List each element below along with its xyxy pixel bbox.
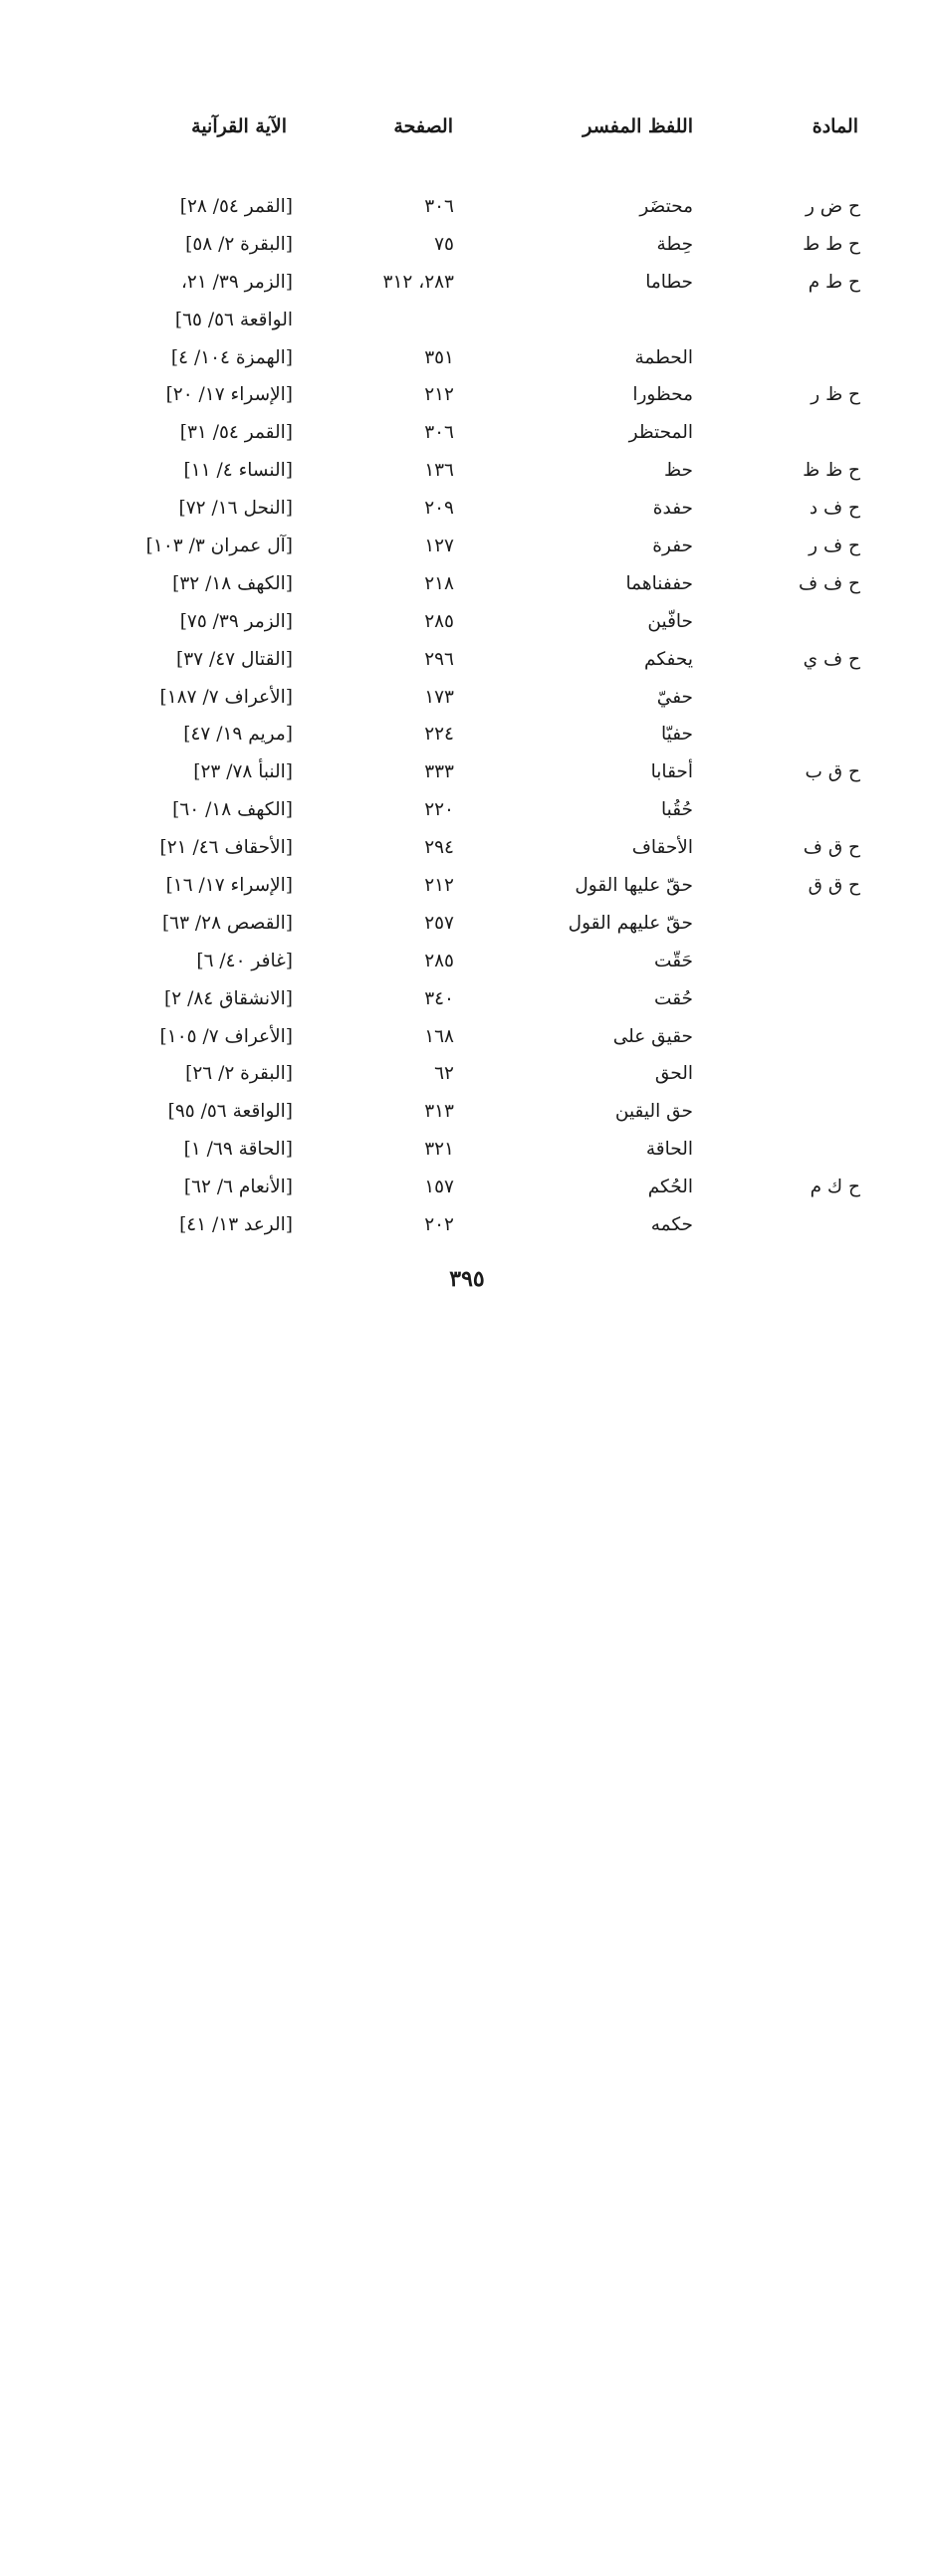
cell-word: حطاما bbox=[645, 271, 693, 293]
page-number: ٣٩٥ bbox=[449, 1266, 485, 1292]
cell-page: ٢٩٤ bbox=[424, 837, 454, 859]
cell-verse: [البقرة ٢/ ٥٨] bbox=[185, 233, 293, 255]
cell-verse: [القتال ٤٧/ ٣٧] bbox=[176, 648, 293, 670]
cell-word: حفدة bbox=[652, 498, 693, 520]
cell-root: ح ط م bbox=[808, 271, 860, 293]
cell-word: الحاقة bbox=[645, 1139, 693, 1161]
cell-verse: [الزمر ٣٩/ ٢١، bbox=[180, 271, 293, 293]
cell-page: ٦٢ bbox=[434, 1063, 454, 1085]
table-row bbox=[0, 531, 934, 568]
index-table bbox=[0, 191, 934, 1247]
cell-word: حفيّ bbox=[656, 686, 693, 708]
cell-page: ٢١٨ bbox=[424, 572, 454, 594]
cell-verse: [الإسراء ١٧/ ١٦] bbox=[165, 875, 293, 897]
cell-page: ٢١٢ bbox=[424, 875, 454, 897]
cell-page: ٢٨٥ bbox=[424, 610, 454, 632]
cell-word: الحق bbox=[654, 1063, 693, 1085]
cell-page: ٢٨٥ bbox=[424, 950, 454, 971]
cell-verse: [الانشقاق ٨٤/ ٢] bbox=[164, 987, 293, 1009]
cell-verse: [غافر ٤٠/ ٦] bbox=[196, 950, 293, 971]
cell-page: ٢٠٢ bbox=[424, 1214, 454, 1236]
table-row bbox=[0, 1209, 934, 1247]
cell-verse: [القمر ٥٤/ ٣١] bbox=[179, 422, 293, 444]
header-page: الصفحة bbox=[393, 115, 453, 137]
table-row bbox=[0, 832, 934, 870]
table-row bbox=[0, 682, 934, 720]
table-row bbox=[0, 267, 934, 305]
table-row bbox=[0, 342, 934, 380]
cell-verse: [القصص ٢٨/ ٦٣] bbox=[161, 912, 293, 934]
cell-page: ٢٩٦ bbox=[424, 648, 454, 670]
cell-root: ح ظ ظ bbox=[803, 460, 860, 482]
cell-word: محظورا bbox=[632, 384, 693, 406]
cell-page: ٢١٢ bbox=[424, 384, 454, 406]
cell-word: الحُكم bbox=[647, 1177, 693, 1198]
header-word: اللفظ المفسر bbox=[583, 115, 693, 137]
cell-word: حافّين bbox=[647, 610, 693, 632]
cell-page: ٢٥٧ bbox=[424, 912, 454, 934]
table-row bbox=[0, 870, 934, 908]
cell-root: ح ط ط bbox=[803, 233, 860, 255]
cell-verse: [الرعد ١٣/ ٤١] bbox=[179, 1214, 293, 1236]
cell-verse: [الكهف ١٨/ ٦٠] bbox=[172, 799, 293, 821]
header-root: المادة bbox=[812, 115, 858, 137]
cell-page: ٣٢١ bbox=[424, 1139, 454, 1161]
cell-page: ١٣٦ bbox=[424, 460, 454, 482]
table-row bbox=[0, 455, 934, 493]
table-row bbox=[0, 493, 934, 531]
table-row bbox=[0, 794, 934, 832]
cell-page: ٣٠٦ bbox=[424, 196, 454, 217]
table-row bbox=[0, 379, 934, 417]
cell-word: محتضَر bbox=[639, 196, 693, 217]
cell-root: ح ق ق bbox=[808, 875, 860, 897]
cell-page: ٣٣٣ bbox=[424, 761, 454, 783]
cell-word: حقّ عليهم القول bbox=[568, 912, 693, 934]
table-row bbox=[0, 644, 934, 682]
cell-root: ح ك م bbox=[810, 1177, 860, 1198]
cell-root: ح ظ ر bbox=[811, 384, 860, 406]
cell-root: ح ف د bbox=[809, 498, 860, 520]
cell-word: حَقّت bbox=[654, 950, 693, 971]
cell-verse: [الأحقاف ٤٦/ ٢١] bbox=[159, 837, 293, 859]
cell-page: ١٦٨ bbox=[424, 1025, 454, 1047]
table-row bbox=[0, 908, 934, 946]
table-row bbox=[0, 983, 934, 1021]
table-header bbox=[0, 115, 934, 147]
cell-word: حق اليقين bbox=[614, 1101, 693, 1123]
table-row bbox=[0, 1134, 934, 1172]
cell-verse: [الأعراف ٧/ ١٠٥] bbox=[159, 1025, 293, 1047]
cell-verse: [الأنعام ٦/ ٦٢] bbox=[183, 1177, 293, 1198]
cell-word: حُقت bbox=[654, 987, 693, 1009]
cell-word: حقّ عليها القول bbox=[575, 875, 693, 897]
cell-page: ٣١٣ bbox=[424, 1101, 454, 1123]
cell-word: حِطة bbox=[656, 233, 693, 255]
cell-verse: [الإسراء ١٧/ ٢٠] bbox=[165, 384, 293, 406]
cell-verse: [الزمر ٣٩/ ٧٥] bbox=[179, 610, 293, 632]
cell-word: المحتظر bbox=[628, 422, 693, 444]
table-row bbox=[0, 1172, 934, 1209]
table-row bbox=[0, 1058, 934, 1096]
cell-word: حفيّا bbox=[660, 724, 693, 746]
cell-verse: [النبأ ٧٨/ ٢٣] bbox=[193, 761, 293, 783]
cell-root: ح ض ر bbox=[805, 196, 860, 217]
cell-verse: [البقرة ٢/ ٢٦] bbox=[185, 1063, 293, 1085]
cell-verse: [آل عمران ٣/ ١٠٣] bbox=[145, 536, 293, 557]
table-row bbox=[0, 229, 934, 267]
cell-verse: [مريم ١٩/ ٤٧] bbox=[183, 724, 293, 746]
cell-word: يحفكم bbox=[644, 648, 693, 670]
cell-word: الأحقاف bbox=[631, 837, 693, 859]
cell-verse: [النحل ١٦/ ٧٢] bbox=[178, 498, 293, 520]
cell-verse: [الحاقة ٦٩/ ١] bbox=[183, 1139, 293, 1161]
table-row bbox=[0, 756, 934, 794]
table-row bbox=[0, 305, 934, 342]
cell-root: ح ف ي bbox=[803, 648, 860, 670]
cell-verse: [الواقعة ٥٦/ ٩٥] bbox=[167, 1101, 293, 1123]
cell-page: ١٢٧ bbox=[424, 536, 454, 557]
cell-word: حكمه bbox=[650, 1214, 693, 1236]
cell-page: ١٧٣ bbox=[424, 686, 454, 708]
cell-page: ٢٢٠ bbox=[424, 799, 454, 821]
table-row bbox=[0, 946, 934, 983]
cell-word: أحقابا bbox=[650, 761, 693, 783]
table-row bbox=[0, 1021, 934, 1059]
cell-root: ح ق ب bbox=[805, 761, 860, 783]
cell-verse: الواقعة ٥٦/ ٦٥] bbox=[174, 309, 293, 330]
cell-root: ح ف ر bbox=[809, 536, 860, 557]
cell-word: حفرة bbox=[652, 536, 693, 557]
cell-page: ١٥٧ bbox=[424, 1177, 454, 1198]
cell-root: ح ف ف bbox=[798, 572, 860, 594]
cell-page: ٣٠٦ bbox=[424, 422, 454, 444]
header-verse: الآية القرآنية bbox=[191, 115, 287, 137]
cell-verse: [الكهف ١٨/ ٣٢] bbox=[172, 572, 293, 594]
cell-root: ح ق ف bbox=[803, 837, 860, 859]
cell-page: ٧٥ bbox=[434, 233, 454, 255]
cell-page: ٣٥١ bbox=[424, 346, 454, 368]
table-row bbox=[0, 191, 934, 229]
cell-page: ٣٤٠ bbox=[424, 987, 454, 1009]
table-row bbox=[0, 606, 934, 644]
table-row bbox=[0, 568, 934, 606]
cell-verse: [النساء ٤/ ١١] bbox=[183, 460, 293, 482]
cell-word: حظ bbox=[664, 460, 693, 482]
table-row bbox=[0, 719, 934, 756]
cell-verse: [الهمزة ١٠٤/ ٤] bbox=[170, 346, 293, 368]
cell-page: ٢٨٣، ٣١٢ bbox=[382, 271, 454, 293]
table-row bbox=[0, 417, 934, 455]
cell-word: الحطمة bbox=[634, 346, 693, 368]
cell-word: حففناهما bbox=[625, 572, 693, 594]
cell-verse: [القمر ٥٤/ ٢٨] bbox=[179, 196, 293, 217]
cell-page: ٢٢٤ bbox=[424, 724, 454, 746]
cell-word: حُقُبا bbox=[660, 799, 693, 821]
cell-verse: [الأعراف ٧/ ١٨٧] bbox=[159, 686, 293, 708]
cell-page: ٢٠٩ bbox=[424, 498, 454, 520]
cell-word: حقيق على bbox=[612, 1025, 693, 1047]
table-row bbox=[0, 1096, 934, 1134]
